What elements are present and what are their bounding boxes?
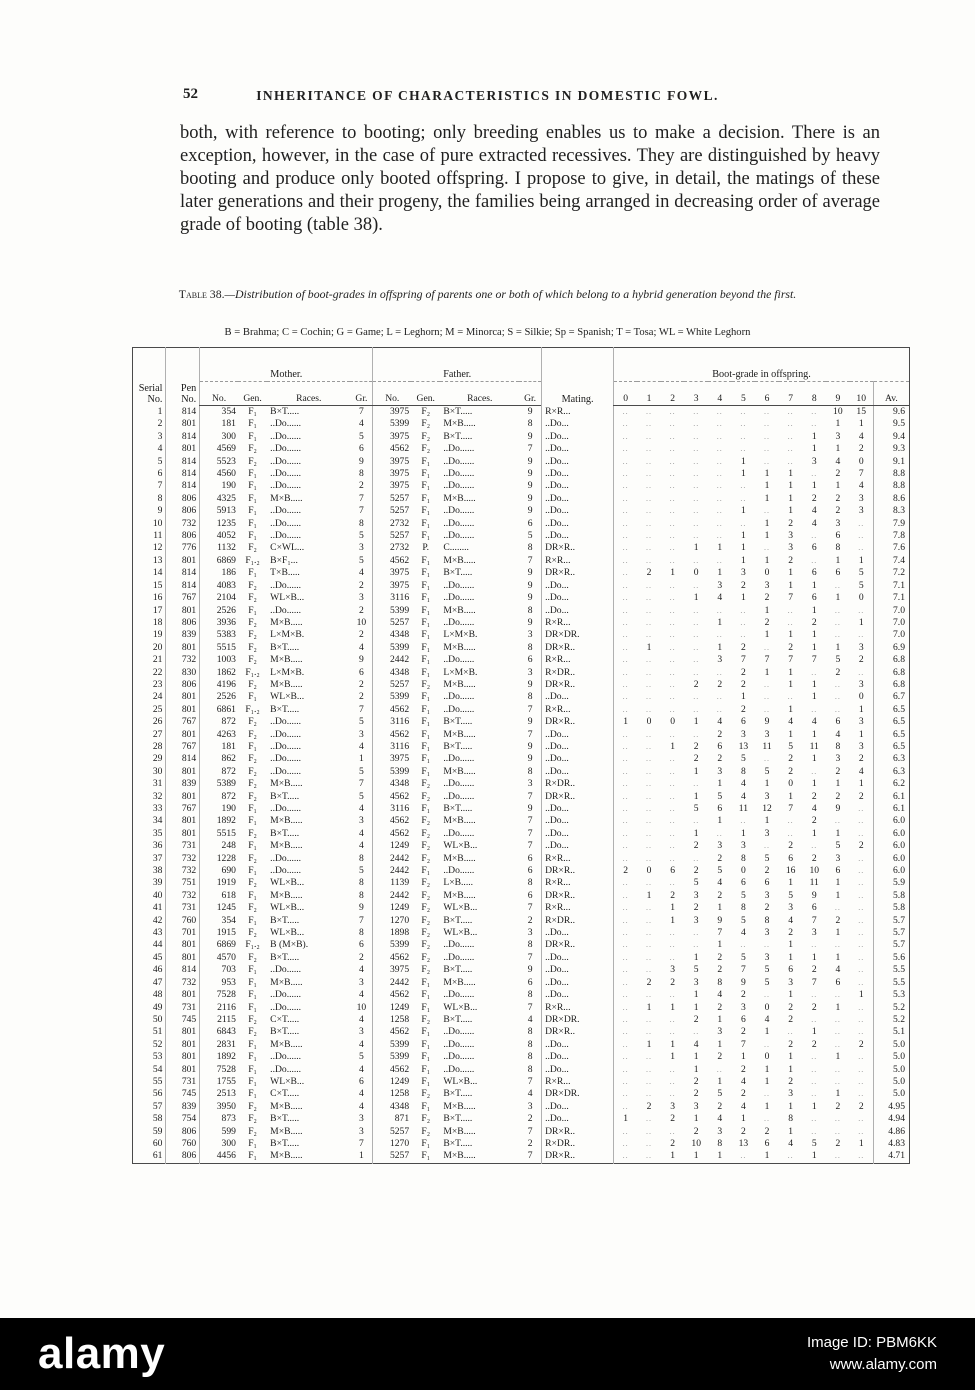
col-header-father-no: No.: [373, 382, 411, 406]
table-header: [133, 348, 910, 406]
alamy-watermark-bar: [0, 1318, 975, 1390]
table-row: 55 731 1755 F₁ WL×B... 6 1249 F₁ WL×B... 7 R×R... .. .. .. 2 1 4 1 2 .. .. .. 5.0: [133, 1076, 910, 1088]
table-row: 32 801 872 F₂ B×T..... 5 4562 F₂ ..Do...... 7 DR×R.. .. .. .. 1 5 4 3 1 2 2 2 6.1: [133, 791, 910, 803]
table-caption-text: —Distribution of boot-grades in offspring of parents one or both of which belong to a hybrid generation beyond the first.: [224, 287, 797, 301]
col-header-grade-5: 5: [732, 382, 756, 406]
table-row: 6 814 4560 F₁ ..Do...... 8 3975 F₁ ..Do...... 9 ..Do... .. .. .. .. .. 1 1 1 .. 2 7 8.8: [133, 468, 910, 480]
table-row: 53 801 1892 F₁ ..Do...... 5 5399 F₁ ..Do...... 8 ..Do... .. .. 1 1 2 1 0 1 .. 1 .. 5.0: [133, 1051, 910, 1063]
table-row: 14 814 186 F₁ T×B..... 4 3975 F₁ B×T..... 9 DR×R.. .. 2 1 0 1 3 0 1 6 6 5 7.2: [133, 567, 910, 579]
col-header-grade-1: 1: [637, 382, 661, 406]
watermark-url: www.alamy.com: [829, 1356, 937, 1373]
table-row: 44 801 6869 F₁.₂ B (M×B). 6 5399 F₂ ..Do...... 8 DR×R.. .. .. .. .. 1 .. .. 1 .. .. .. 5.7: [133, 939, 910, 951]
table-row: 38 732 690 F₁ ..Do...... 5 2442 F₁ ..Do...... 6 DR×R.. 2 0 6 2 5 0 2 16 10 6 .. 6.0: [133, 865, 910, 877]
abbreviation-key: B = Brahma; C = Cochin; G = Game; L = Leghorn; M = Minorca; S = Silkie; Sp = Spanish; T = Tosa; WL = White Leghorn: [224, 327, 751, 338]
col-header-serial: Serial No.: [138, 382, 163, 405]
body-paragraph: both, with reference to booting; only breeding enables us to make a decision. There is an exception, however, in the case of pure extracted recessives. They are distinguished by heavy booting and produce only booted offspring. I propose to give, in detail, the matings of these later generations and their progeny, the families being arranged in decreasing order of average grade of booting (table 38).: [180, 123, 880, 235]
image-id: Image ID: PBM6KK: [806, 1333, 937, 1351]
col-header-grade-3: 3: [684, 382, 708, 406]
col-header-mother: Mother.: [200, 348, 373, 382]
col-header-father: Father.: [373, 348, 542, 382]
table-row: 51 801 6843 F₂ B×T..... 3 4562 F₁ ..Do...... 8 DR×R.. .. .. .. .. 3 2 1 .. 1 .. .. 5.1: [133, 1026, 910, 1038]
table-row: 19 839 5383 F₂ L×M×B. 2 4348 F₁ L×M×B. 3 DR×DR. .. .. .. .. .. .. 1 1 1 .. .. 7.0: [133, 629, 910, 641]
col-header-av: Av.: [873, 382, 909, 406]
table-row: 40 732 618 F₁ M×B..... 8 2442 F₂ M×B..... 6 DR×R.. .. 1 2 3 2 5 3 5 9 1 .. 5.8: [133, 890, 910, 902]
col-header-grade-8: 8: [802, 382, 826, 406]
table-row: 11 806 4052 F₁ ..Do...... 5 5257 F₁ ..Do...... 5 ..Do... .. .. .. .. .. 1 1 3 .. 6 .. 7.8: [133, 530, 910, 542]
table-row: 28 767 181 F₁ ..Do...... 4 3116 F₁ B×T..... 9 ..Do... .. .. 1 2 6 13 11 5 11 8 3 6.5: [133, 741, 910, 753]
col-header-grade-10: 10: [850, 382, 874, 406]
running-head: [0, 86, 975, 108]
table-row: 27 801 4263 F₂ ..Do...... 3 4562 F₁ M×B..... 7 ..Do... .. .. .. .. 2 3 3 1 1 4 1 6.5: [133, 729, 910, 741]
table-row: 21 732 1003 F₂ M×B..... 9 2442 F₁ ..Do...... 6 R×R... .. .. .. .. 3 7 7 7 7 5 2 6.8: [133, 654, 910, 666]
table-row: 61 806 4456 F₁ M×B..... 1 5257 F₁ M×B..... 7 DR×R.. .. .. 1 1 1 .. 1 .. 1 .. .. 4.71: [133, 1150, 910, 1163]
table-row: 3 814 300 F₁ ..Do...... 5 3975 F₂ B×T..... 9 ..Do... .. .. .. .. .. .. .. .. 1 3 4 9.4: [133, 431, 910, 443]
page-number: 52: [183, 86, 198, 102]
table-row: 35 801 5515 F₂ B×T..... 4 4562 F₂ ..Do...... 7 ..Do... .. .. .. 1 .. 1 3 .. 1 1 .. 6.0: [133, 828, 910, 840]
col-header-pen: Pen No.: [166, 348, 200, 406]
table-row: 31 839 5389 F₂ M×B..... 7 4348 F₂ ..Do...... 3 R×DR.. .. .. .. .. 1 4 1 0 1 1 1 6.2: [133, 778, 910, 790]
col-header-grade-4: 4: [708, 382, 732, 406]
table-row: 47 732 953 F₁ M×B..... 3 2442 F₁ M×B..... 6 ..Do... .. 2 2 3 8 9 5 3 7 6 .. 5.5: [133, 977, 910, 989]
table-row: 16 767 2104 F₂ WL×B... 3 3116 F₁ ..Do...... 9 ..Do... .. .. .. 1 4 1 2 7 6 1 0 7.1: [133, 592, 910, 604]
table-row: 13 801 6869 F₁.₂ B×F₁... 5 4562 F₁ M×B..... 7 R×R... .. .. .. .. .. 1 1 2 .. 1 1 7.4: [133, 555, 910, 567]
table-row: 8 806 4325 F₁ M×B..... 7 5257 F₁ M×B..... 9 ..Do... .. .. .. .. .. .. 1 1 2 2 3 8.6: [133, 493, 910, 505]
table-body: [133, 406, 910, 1164]
col-header-mother-no: No.: [200, 382, 238, 406]
table-row: 39 751 1919 F₂ WL×B... 8 1139 F₂ L×B..... 8 R×R... .. .. .. 5 4 6 6 1 11 1 .. 5.9: [133, 877, 910, 889]
table-row: 23 806 4196 F₂ M×B..... 2 5257 F₂ M×B..... 9 DR×R.. .. .. .. 2 2 2 .. 1 1 .. 3 6.8: [133, 679, 910, 691]
table-row: 37 732 1228 F₂ ..Do...... 8 2442 F₂ M×B..... 6 R×R... .. .. .. .. 2 8 5 6 2 3 .. 6.0: [133, 853, 910, 865]
table-row: 5 814 5523 F₂ ..Do...... 9 3975 F₁ ..Do...... 9 ..Do... .. .. .. .. .. 1 .. .. 3 4 0 9.1: [133, 456, 910, 468]
col-header-grade-6: 6: [755, 382, 779, 406]
col-header-father-races: Races.: [440, 382, 519, 406]
table-row: 58 754 873 F₂ B×T..... 3 871 F₂ B×T..... 2 ..Do... 1 .. 2 1 4 1 .. 8 .. .. .. 4.94: [133, 1113, 910, 1125]
table-row: 50 745 2115 F₂ C×T..... 4 1258 F₂ B×T..... 4 DR×DR. .. .. .. 2 1 6 4 2 .. .. .. 5.2: [133, 1014, 910, 1026]
table-row: 59 806 599 F₂ M×B..... 3 5257 F₂ M×B..... 7 DR×R.. .. .. .. 2 3 2 2 1 .. .. .. 4.86: [133, 1126, 910, 1138]
table-row: 30 801 872 F₂ ..Do...... 5 5399 F₁ M×B..... 8 ..Do... .. .. .. 1 3 8 5 2 .. 2 4 6.3: [133, 766, 910, 778]
table-row: 12 776 1132 F₂ C×WL... 3 2732 P. C........ 8 DR×R.. .. .. .. 1 1 1 .. 3 6 8 .. 7.6: [133, 542, 910, 554]
col-header-mating: Mating.: [542, 348, 614, 406]
col-header-mother-races: Races.: [267, 382, 350, 406]
table-row: 22 830 1862 F₁.₂ L×M×B. 6 4348 F₁ L×M×B. 3 R×DR.. .. .. .. .. .. 2 1 1 .. 2 .. 6.8: [133, 667, 910, 679]
table-row: 45 801 4570 F₂ B×T..... 2 4562 F₂ ..Do...... 7 ..Do... .. .. .. 1 2 5 3 1 1 1 .. 5.6: [133, 952, 910, 964]
table-row: 49 731 2116 F₁ ..Do...... 10 1249 F₁ WL×B... 7 R×R... .. 1 1 1 2 3 0 2 2 1 .. 5.2: [133, 1002, 910, 1014]
table-row: 41 731 1245 F₂ WL×B... 9 1249 F₂ WL×B... 7 R×R... .. .. 1 2 1 8 2 3 6 .. .. 5.8: [133, 902, 910, 914]
table-row: 26 767 872 F₂ ..Do...... 5 3116 F₁ B×T..... 9 DR×R.. 1 0 0 1 4 6 9 4 4 6 3 6.5: [133, 716, 910, 728]
table-row: 43 701 1915 F₂ WL×B... 8 1898 F₂ WL×B... 3 ..Do... .. .. .. .. 7 4 3 2 3 1 .. 5.7: [133, 927, 910, 939]
table-row: 25 801 6861 F₁.₂ B×T..... 7 4562 F₁ ..Do...... 7 R×R... .. .. .. .. .. 2 .. 1 .. .. 1 6.5: [133, 704, 910, 716]
table-row: 7 814 190 F₁ ..Do...... 2 3975 F₁ ..Do...... 9 ..Do... .. .. .. .. .. .. 1 1 1 1 4 8.8: [133, 480, 910, 492]
table-row: 17 801 2526 F₁ ..Do...... 2 5399 F₁ M×B..... 8 ..Do... .. .. .. .. .. .. 1 .. 1 .. .. 7.0: [133, 605, 910, 617]
watermark-info: [807, 1332, 937, 1377]
table-row: 46 814 703 F₁ ..Do...... 4 3975 F₂ B×T..... 9 ..Do... .. .. 3 5 2 7 5 6 2 4 .. 5.5: [133, 964, 910, 976]
col-header-father-gr: Gr.: [519, 382, 541, 406]
table-row: 36 731 248 F₁ M×B..... 4 1249 F₂ WL×B... 7 ..Do... .. .. .. 2 3 3 .. 2 .. 5 2 6.0: [133, 840, 910, 852]
table-row: 20 801 5515 F₂ B×T..... 4 5399 F₁ M×B..... 8 DR×R.. .. 1 .. .. 1 2 .. 2 1 1 3 6.9: [133, 642, 910, 654]
table-row: 24 801 2526 F₁ WL×B... 2 5399 F₁ ..Do...... 8 ..Do... .. .. .. .. .. 1 .. .. 1 .. 0 6.7: [133, 691, 910, 703]
running-title: INHERITANCE OF CHARACTERISTICS IN DOMESTIC FOWL.: [256, 88, 719, 103]
table-row: 15 814 4083 F₂ ..Do...... 2 3975 F₁ ..Do...... 9 ..Do... .. .. .. .. 3 2 3 1 1 .. 5 7.1: [133, 580, 910, 592]
table-row: 57 839 3950 F₂ M×B..... 4 4348 F₁ M×B..... 3 ..Do... .. 2 3 3 2 4 1 1 1 2 2 4.95: [133, 1101, 910, 1113]
table-row: 2 801 181 F₁ ..Do...... 4 5399 F₂ M×B..... 8 ..Do... .. .. .. .. .. .. .. .. .. 1 1 9.5: [133, 418, 910, 430]
col-header-mother-gen: Gen.: [238, 382, 267, 406]
table-row: 18 806 3936 F₂ M×B..... 10 5257 F₁ ..Do...... 9 R×R... .. .. .. .. 1 .. 2 .. 2 .. 1 7.0: [133, 617, 910, 629]
table-row: 4 801 4569 F₂ ..Do...... 6 4562 F₂ ..Do...... 7 ..Do... .. .. .. .. .. .. .. .. 1 1 2 9.3: [133, 443, 910, 455]
table-row: 52 801 2831 F₁ M×B..... 4 5399 F₁ ..Do...... 8 ..Do... .. 1 1 4 1 7 .. 2 2 .. 2 5.0: [133, 1039, 910, 1051]
table-row: 1 814 354 F₁ B×T..... 7 3975 F₂ B×T..... 9 R×R... .. .. .. .. .. .. .. .. .. 10 15 9.6: [133, 406, 910, 419]
col-header-grade-9: 9: [826, 382, 850, 406]
table-row: 56 745 2513 F₁ C×T..... 4 1258 F₂ B×T..... 4 DR×DR. .. .. .. 2 5 2 .. 3 .. 1 .. 5.0: [133, 1088, 910, 1100]
col-header-grade-0: 0: [614, 382, 638, 406]
table-row: 42 760 354 F₁ B×T..... 7 1270 F₂ B×T..... 2 R×DR.. .. .. 1 3 9 5 8 4 7 2 .. 5.7: [133, 915, 910, 927]
table-row: 9 806 5913 F₁ ..Do...... 7 5257 F₁ ..Do...... 9 ..Do... .. .. .. .. .. 1 .. 1 4 2 3 8.3: [133, 505, 910, 517]
col-header-grade-7: 7: [779, 382, 803, 406]
alamy-logo: alamy: [38, 1329, 166, 1378]
col-header-father-gen: Gen.: [411, 382, 440, 406]
boot-grade-table: [132, 347, 910, 1164]
table-row: 60 760 300 F₁ B×T..... 7 1270 F₁ B×T..... 2 R×DR.. .. .. 2 10 8 13 6 4 5 2 1 4.83: [133, 1138, 910, 1150]
table-row: 48 801 7528 F₁ ..Do...... 4 4562 F₁ ..Do...... 8 ..Do... .. .. .. 1 4 2 .. 1 .. .. 1 5.3: [133, 989, 910, 1001]
col-header-grade-2: 2: [661, 382, 685, 406]
table-row: 34 801 1892 F₁ M×B..... 3 4562 F₂ M×B..... 7 ..Do... .. .. .. .. 1 .. 1 .. 2 .. .. 6.0: [133, 815, 910, 827]
table-caption-label: Table 38.: [178, 287, 225, 301]
table-row: 33 767 190 F₁ ..Do...... 4 3116 F₁ B×T..... 9 ..Do... .. .. .. 5 6 11 12 7 4 9 .. 6.1: [133, 803, 910, 815]
col-header-mother-gr: Gr.: [350, 382, 372, 406]
table-row: 54 801 7528 F₁ ..Do...... 4 4562 F₁ ..Do...... 8 ..Do... .. .. .. 1 .. 2 1 1 .. .. .. 5.0: [133, 1064, 910, 1076]
table-caption: [110, 287, 865, 303]
table-row: 29 814 862 F₂ ..Do...... 1 3975 F₁ ..Do...... 9 ..Do... .. .. .. 2 2 5 .. 2 1 3 2 6.3: [133, 753, 910, 765]
col-header-bootgrade: Boot-grade in offspring.: [614, 348, 910, 382]
table-row: 10 732 1235 F₁ ..Do...... 8 2732 F₁ ..Do...... 6 ..Do... .. .. .. .. .. .. 1 2 4 3 .. 7.9: [133, 518, 910, 530]
